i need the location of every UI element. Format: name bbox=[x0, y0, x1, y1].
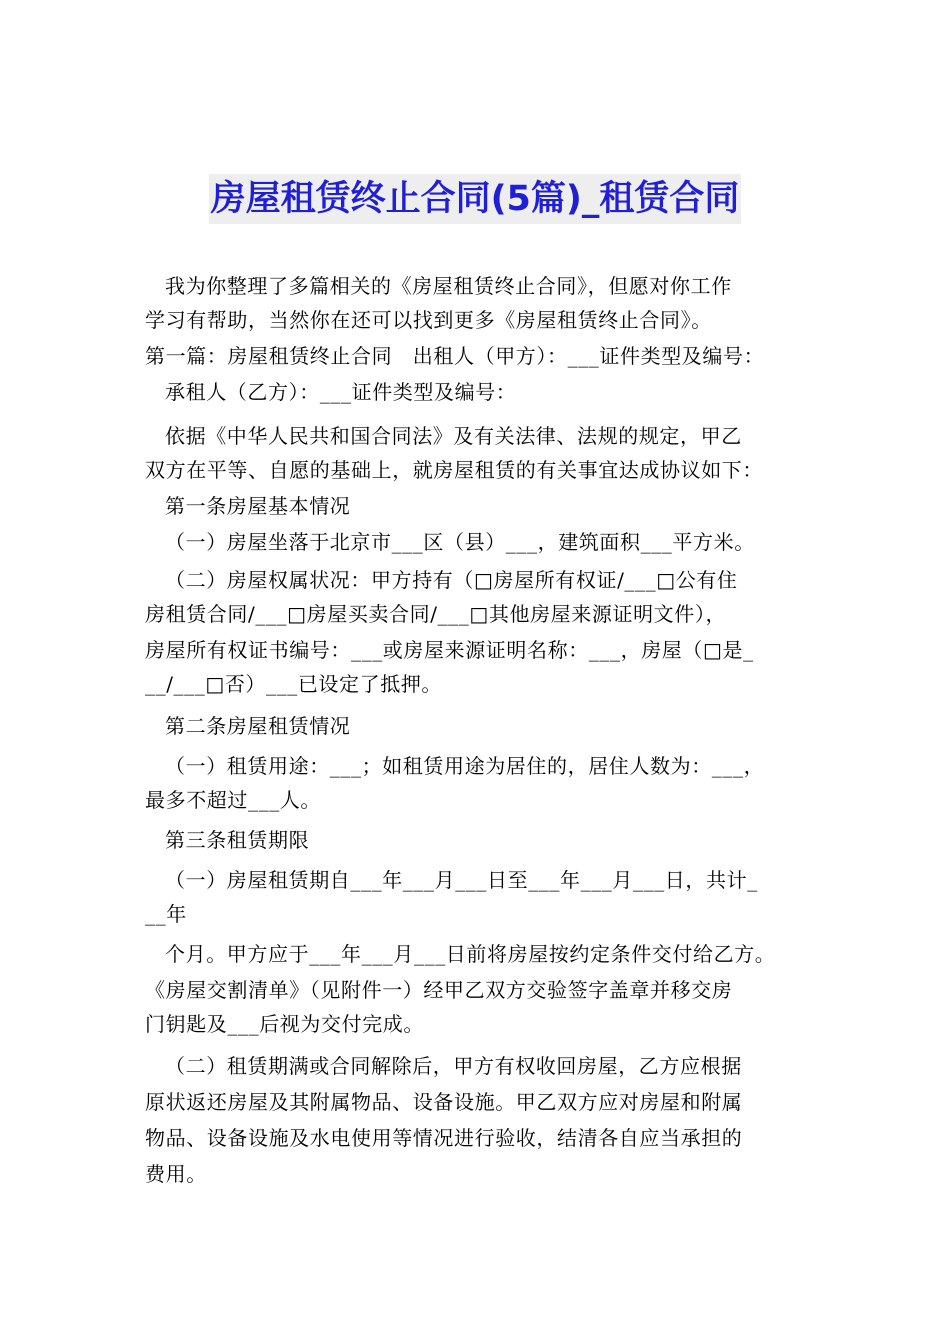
title-container bbox=[0, 174, 950, 224]
article-three-heading: 第三条租赁期限 bbox=[165, 828, 310, 852]
article-one-heading: 第一条房屋基本情况 bbox=[165, 494, 351, 518]
article-one-item-2-line-3: 房屋所有权证书编号：___或房屋来源证明名称：___，房屋（□是_ bbox=[145, 638, 754, 662]
article-three-item-1-line-4: 《房屋交割清单》（见附件一）经甲乙双方交验签字盖章并移交房 bbox=[145, 978, 733, 1002]
article-three-item-1-line-1: （一）房屋租赁期自___年___月___日至___年___月___日，共计_ bbox=[165, 868, 758, 892]
article-three-item-2-line-3: 物品、设备设施及水电使用等情况进行验收，结清各自应当承担的 bbox=[145, 1126, 743, 1150]
article-three-item-1-line-2: __年 bbox=[145, 902, 187, 926]
article-three-item-1-line-5: 门钥匙及___后视为交付完成。 bbox=[145, 1012, 424, 1036]
article-three-item-2-line-1: （二）租赁期满或合同解除后，甲方有权收回房屋，乙方应根据 bbox=[165, 1054, 742, 1078]
basis-line-2: 双方在平等、自愿的基础上，就房屋租赁的有关事宜达成协议如下： bbox=[145, 458, 763, 482]
article-two-item-1-line-1: （一）租赁用途：___；如租赁用途为居住的，居住人数为：___， bbox=[165, 754, 765, 778]
intro-line-1: 我为你整理了多篇相关的《房屋租赁终止合同》，但愿对你工作 bbox=[165, 274, 732, 298]
article-two-heading: 第二条房屋租赁情况 bbox=[165, 714, 351, 738]
article-three-item-2-line-2: 原状返还房屋及其附属物品、设备设施。甲乙双方应对房屋和附属 bbox=[145, 1090, 743, 1114]
basis-line-1: 依据《中华人民共和国合同法》及有关法律、法规的规定，甲乙 bbox=[165, 424, 742, 448]
article-one-item-2-line-1: （二）房屋权属状况：甲方持有（□房屋所有权证/___□公有住 bbox=[165, 568, 738, 592]
intro-line-2: 学习有帮助，当然你在还可以找到更多《房屋租赁终止合同》。 bbox=[145, 308, 712, 332]
article-one-item-2-line-4: __/___□否）___已设定了抵押。 bbox=[145, 672, 443, 696]
article-three-item-2-line-4: 费用。 bbox=[145, 1162, 207, 1186]
article-three-item-1-line-3: 个月。甲方应于___年___月___日前将房屋按约定条件交付给乙方。 bbox=[165, 942, 776, 966]
part-one-heading-line: 第一篇：房屋租赁终止合同 出租人（甲方）：___证件类型及编号： bbox=[145, 344, 765, 368]
lessee-line: 承租人（乙方）：___证件类型及编号： bbox=[165, 380, 517, 404]
article-two-item-1-line-2: 最多不超过___人。 bbox=[145, 788, 321, 812]
article-one-item-2-line-2: 房租赁合同/___□房屋买卖合同/___□其他房屋来源证明文件）， bbox=[145, 602, 727, 626]
article-one-item-1: （一）房屋坐落于北京市___区（县）___，建筑面积___平方米。 bbox=[165, 530, 755, 554]
document-title: 房屋租赁终止合同(5篇)_租赁合同 bbox=[209, 174, 742, 224]
